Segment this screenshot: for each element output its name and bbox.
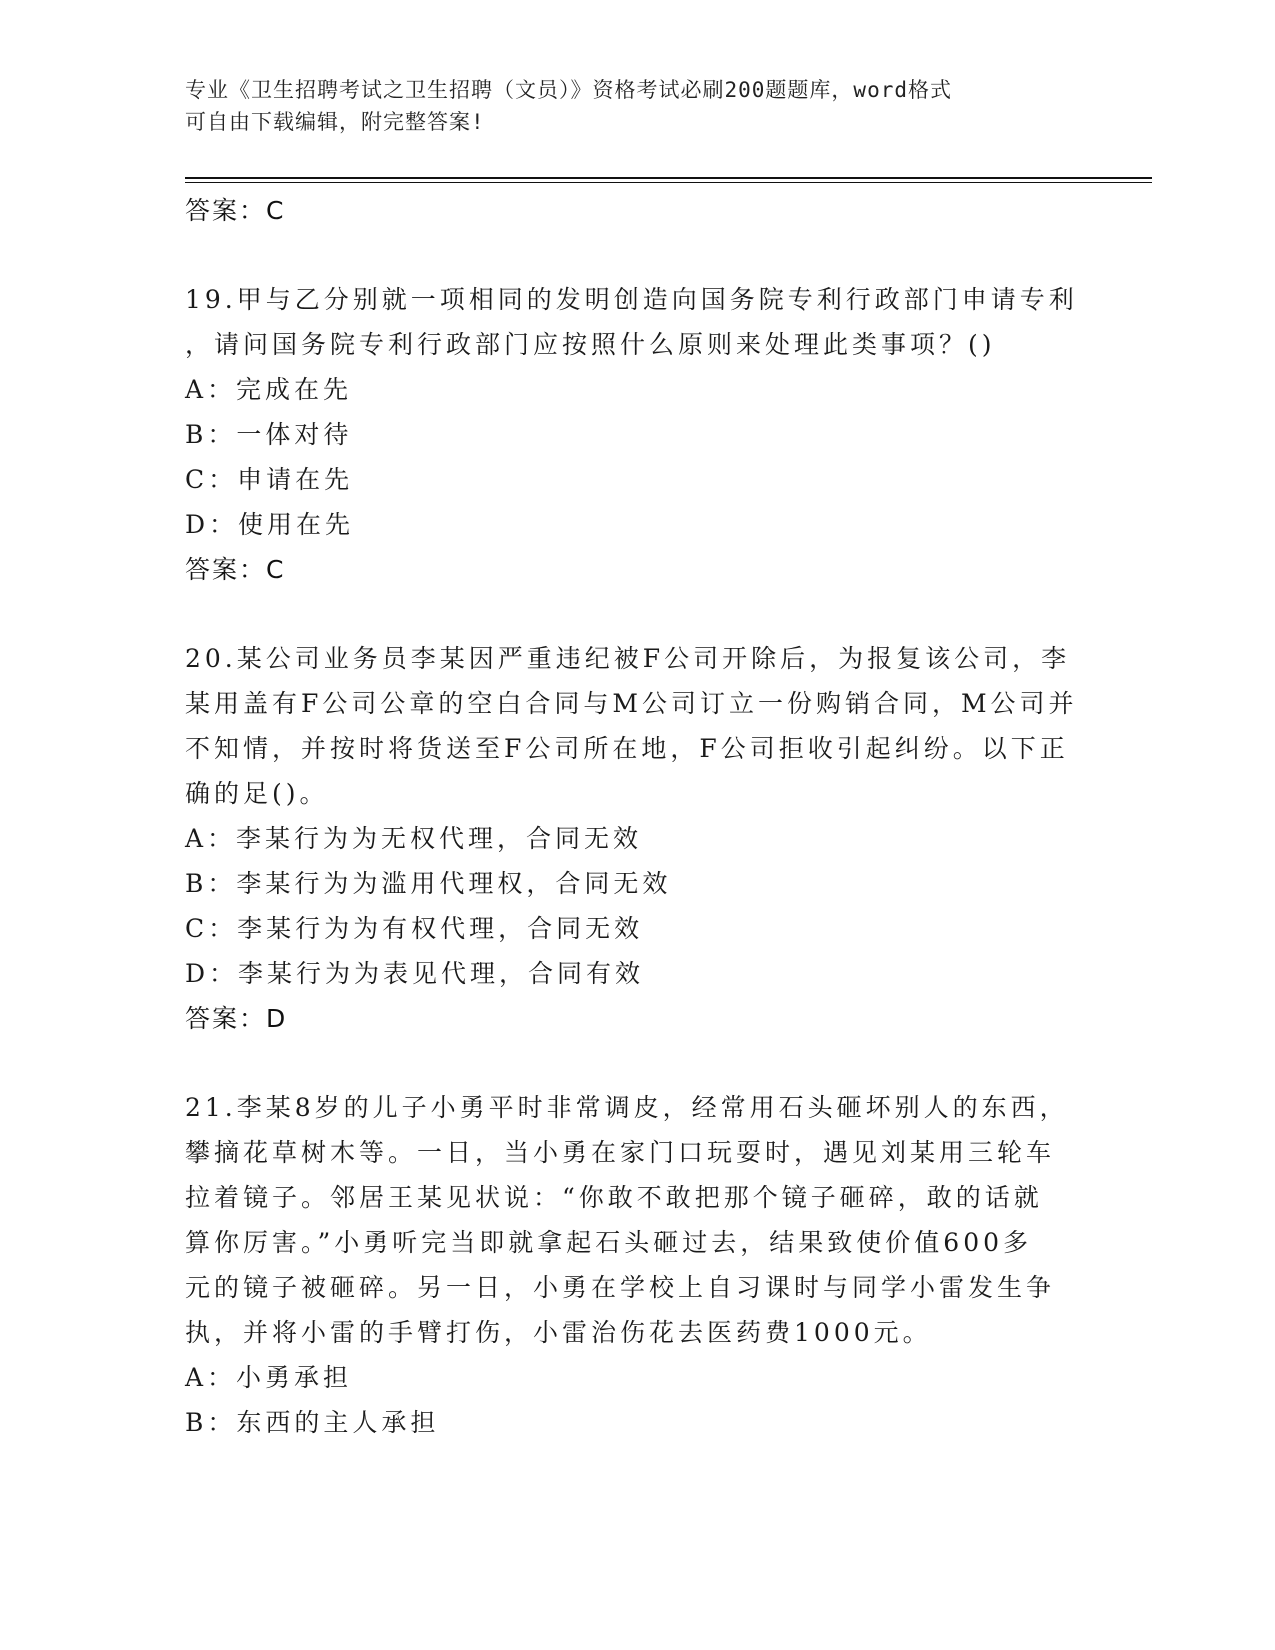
question-19-line-2: ，请问国务院专利行政部门应按照什么原则来处理此类事项？() xyxy=(185,330,996,359)
question-20-answer: 答案：D xyxy=(185,1004,288,1033)
question-19-line-1: 19.甲与乙分别就一项相同的发明创造向国务院专利行政部门申请专利 xyxy=(185,285,1078,314)
question-20-option-a: A：李某行为为无权代理，合同无效 xyxy=(185,824,643,853)
spacer xyxy=(185,1041,1085,1085)
question-20-line-2: 某用盖有F公司公章的空白合同与M公司订立一份购销合同，M公司并 xyxy=(185,689,1078,718)
question-21-line-6: 执，并将小雷的手臂打伤，小雷治伤花去医药费1000元。 xyxy=(185,1318,932,1347)
question-21-line-1: 21.李某8岁的儿子小勇平时非常调皮，经常用石头砸坏别人的东西， xyxy=(185,1093,1069,1122)
question-19 xyxy=(185,277,1085,592)
spacer xyxy=(185,233,1085,277)
question-21-line-3: 拉着镜子。邻居王某见状说：“你敢不敢把那个镜子砸碎，敢的话就 xyxy=(185,1183,1043,1212)
question-20-line-3: 不知情，并按时将货送至F公司所在地，F公司拒收引起纠纷。以下正 xyxy=(185,734,1069,763)
question-19-option-d: D：使用在先 xyxy=(185,510,355,539)
question-20-line-1: 20.某公司业务员李某因严重违纪被F公司开除后，为报复该公司，李 xyxy=(185,644,1071,673)
question-21-line-4: 算你厉害。”小勇听完当即就拿起石头砸过去，结果致使价值600多 xyxy=(185,1228,1033,1257)
header-line-1: 专业《卫生招聘考试之卫生招聘（文员）》资格考试必刷200题题库，word格式 xyxy=(185,78,952,102)
question-20-option-c: C：李某行为为有权代理，合同无效 xyxy=(185,914,644,943)
header-rule-thick xyxy=(185,177,1152,179)
header-line-2: 可自由下载编辑，附完整答案! xyxy=(185,110,485,134)
header-rule-thin xyxy=(185,182,1152,183)
question-21-line-2: 攀摘花草树木等。一日，当小勇在家门口玩耍时，遇见刘某用三轮车 xyxy=(185,1138,1056,1167)
question-19-option-b: B：一体对待 xyxy=(185,420,353,449)
question-19-answer: 答案：C xyxy=(185,555,286,584)
question-20-line-4: 确的足()。 xyxy=(185,779,329,808)
question-20-option-d: D：李某行为为表见代理，合同有效 xyxy=(185,959,645,988)
question-21-option-a: A：小勇承担 xyxy=(185,1363,353,1392)
previous-answer: 答案：C xyxy=(185,196,286,225)
question-21-option-b: B：东西的主人承担 xyxy=(185,1408,440,1437)
question-21 xyxy=(185,1085,1085,1445)
question-19-option-a: A：完成在先 xyxy=(185,375,353,404)
question-21-line-5: 元的镜子被砸碎。另一日，小勇在学校上自习课时与同学小雷发生争 xyxy=(185,1273,1056,1302)
question-19-option-c: C：申请在先 xyxy=(185,465,354,494)
page-header xyxy=(185,74,1065,138)
question-20 xyxy=(185,636,1085,1041)
question-content xyxy=(185,188,1085,1445)
question-20-option-b: B：李某行为为滥用代理权，合同无效 xyxy=(185,869,672,898)
spacer xyxy=(185,592,1085,636)
